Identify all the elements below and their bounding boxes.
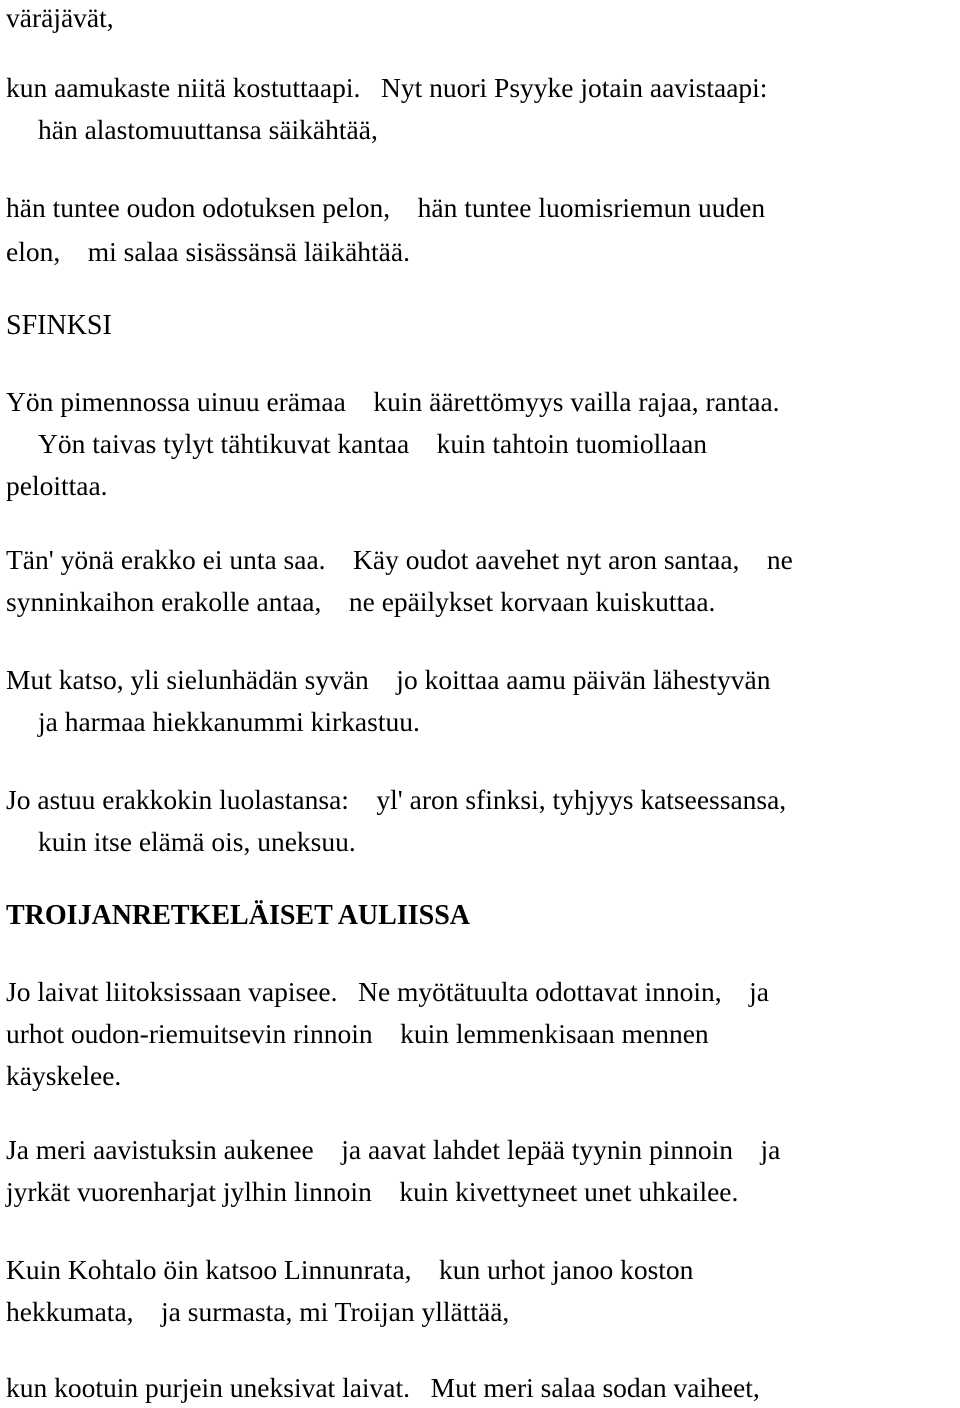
poem-line: kuin itse elämä ois, uneksuu.: [38, 826, 356, 857]
poem-line: Yön taivas tylyt tähtikuvat kantaa kuin tahtoin tuomiollaan: [38, 428, 708, 459]
poem-line: elon, mi salaa sisässänsä läikähtää.: [6, 236, 410, 267]
poem-line: Mut katso, yli sielunhädän syvän jo koittaa aamu päivän lähestyvän: [6, 664, 771, 695]
section-heading-sfinksi: SFINKSI: [6, 310, 112, 341]
poem-line: peloittaa.: [6, 470, 108, 501]
poem-line: käyskelee.: [6, 1060, 122, 1091]
poem-line: ja harmaa hiekkanummi kirkastuu.: [38, 706, 420, 737]
poem-line: jyrkät vuorenharjat jylhin linnoin kuin kivettyneet unet uhkailee.: [6, 1176, 739, 1207]
poem-line: Tän' yönä erakko ei unta saa. Käy oudot aavehet nyt aron santaa, ne: [6, 544, 793, 575]
poem-line: Jo astuu erakkokin luolastansa: yl' aron sfinksi, tyhjyys katseessansa,: [6, 784, 787, 815]
poem-line: hän alastomuuttansa säikähtää,: [38, 114, 378, 145]
poem-line: hekkumata, ja surmasta, mi Troijan yllättää,: [6, 1296, 510, 1327]
poem-line: väräjävät,: [6, 2, 114, 33]
poem-line: Ja meri aavistuksin aukenee ja aavat lahdet lepää tyynin pinnoin ja: [6, 1134, 781, 1165]
poem-line: Jo laivat liitoksissaan vapisee. Ne myötätuulta odottavat innoin, ja: [6, 976, 769, 1007]
poem-line: Kuin Kohtalo öin katsoo Linnunrata, kun urhot janoo koston: [6, 1254, 694, 1285]
poem-line: kun aamukaste niitä kostuttaapi. Nyt nuori Psyyke jotain aavistaapi:: [6, 72, 768, 103]
poem-line: kun kootuin purjein uneksivat laivat. Mut meri salaa sodan vaiheet,: [6, 1372, 760, 1403]
poem-line: Yön pimennossa uinuu erämaa kuin äärettömyys vailla rajaa, rantaa.: [6, 386, 780, 417]
section-heading-troijanretkelaiset: TROIJANRETKELÄISET AULIISSA: [6, 900, 470, 931]
poem-line: synninkaihon erakolle antaa, ne epäilykset korvaan kuiskuttaa.: [6, 586, 716, 617]
poem-line: hän tuntee oudon odotuksen pelon, hän tuntee luomisriemun uuden: [6, 192, 766, 223]
poem-line: urhot oudon-riemuitsevin rinnoin kuin lemmenkisaan mennen: [6, 1018, 709, 1049]
